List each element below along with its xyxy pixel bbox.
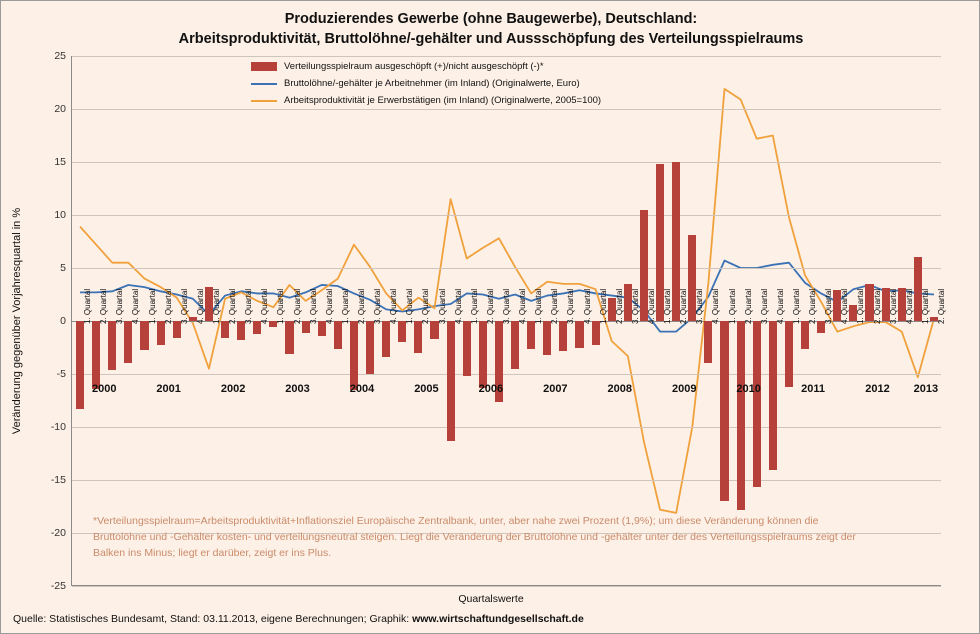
bar <box>575 321 583 348</box>
bar <box>366 321 374 374</box>
x-axis-quarter-label: 1. Quartal <box>211 288 221 324</box>
x-axis-quarter-label: 4. Quartal <box>324 288 334 324</box>
y-axis-tick: 5 <box>60 262 66 274</box>
bar <box>108 321 116 370</box>
x-axis-quarter-label: 3. Quartal <box>373 288 383 324</box>
x-axis-quarter-label: 3. Quartal <box>179 288 189 324</box>
legend-label: Bruttolöhne/-gehälter je Arbeitnehmer (im Inland) (Originalwerte, Euro) <box>284 78 580 89</box>
x-axis-year-label: 2005 <box>414 383 439 395</box>
x-axis-quarter-label: 4. Quartal <box>518 288 528 324</box>
x-axis-quarter-label: 4. Quartal <box>389 288 399 324</box>
bar <box>76 321 84 409</box>
bar <box>785 321 793 387</box>
legend-item <box>251 93 601 108</box>
x-axis-quarter-label: 2. Quartal <box>163 288 173 324</box>
x-axis-label: Quartalswerte <box>458 593 524 605</box>
bar <box>479 321 487 388</box>
x-axis-quarter-label: 1. Quartal <box>920 288 930 324</box>
x-axis-quarter-label: 1. Quartal <box>598 288 608 324</box>
bar <box>285 321 293 354</box>
bar <box>720 321 728 501</box>
x-axis-quarter-label: 3. Quartal <box>501 288 511 324</box>
x-axis-year-label: 2001 <box>156 383 181 395</box>
grid-line <box>72 427 941 428</box>
legend-swatch <box>251 62 277 71</box>
x-axis-quarter-label: 3. Quartal <box>437 288 447 324</box>
legend-item <box>251 59 601 74</box>
bar <box>463 321 471 376</box>
legend <box>251 59 601 110</box>
x-axis-quarter-label: 1. Quartal <box>340 288 350 324</box>
bar <box>447 321 455 441</box>
x-axis-quarter-label: 4. Quartal <box>195 288 205 324</box>
x-axis-quarter-label: 3. Quartal <box>759 288 769 324</box>
x-axis-quarter-label: 1. Quartal <box>469 288 479 324</box>
grid-line <box>72 215 941 216</box>
y-axis-label: Veränderung gegenüber Vorjahresquartal in % <box>11 207 23 435</box>
bar <box>382 321 390 357</box>
x-axis-quarter-label: 3. Quartal <box>888 288 898 324</box>
legend-label: Arbeitsproduktivität je Erwerbstätigen (im Inland) (Originalwerte, 2005=100) <box>284 95 602 106</box>
x-axis-quarter-label: 2. Quartal <box>485 288 495 324</box>
grid-line <box>72 56 941 57</box>
x-axis-quarter-label: 1. Quartal <box>727 288 737 324</box>
x-axis-year-label: 2004 <box>349 383 375 395</box>
x-axis-quarter-label: 3. Quartal <box>824 288 834 324</box>
bar <box>543 321 551 355</box>
x-axis-quarter-label: 4. Quartal <box>260 288 270 324</box>
x-axis-quarter-label: 2. Quartal <box>356 288 366 324</box>
source-text: Quelle: Statistisches Bundesamt, Stand: 03.11.2013, eigene Berechnungen; Graphik: <box>13 613 413 625</box>
plot-area <box>50 50 946 592</box>
x-axis-year-label: 2011 <box>801 383 826 395</box>
bar <box>592 321 600 345</box>
x-axis-quarter-label: 4. Quartal <box>840 288 850 324</box>
x-axis-quarter-label: 1. Quartal <box>147 288 157 324</box>
bar <box>334 321 342 349</box>
x-axis-quarter-label: 4. Quartal <box>904 288 914 324</box>
legend-line-swatch <box>251 100 277 102</box>
x-axis-quarter-label: 1. Quartal <box>856 288 866 324</box>
title-line-1: Produzierendes Gewerbe (ohne Baugewerbe), Deutschland: <box>284 11 698 27</box>
bar <box>737 321 745 510</box>
bar <box>398 321 406 342</box>
title-line-2: Arbeitsproduktivität, Bruttolöhne/-gehälter und Aussschöpfung des Verteilungsspielraums <box>178 31 804 47</box>
y-axis-tick: -20 <box>50 527 66 539</box>
x-axis-year-label: 2003 <box>285 383 310 395</box>
y-axis-tick: -5 <box>56 368 66 380</box>
x-axis-quarter-label: 4. Quartal <box>711 288 721 324</box>
bar <box>527 321 535 349</box>
legend-item <box>251 76 601 91</box>
x-axis-quarter-label: 4. Quartal <box>646 288 656 324</box>
footnote: *Verteilungsspielraum=Arbeitsproduktivität+Inflationsziel Europäische Zentralbank, unter, aber nahe zwei Prozent (1,9%); um diese Veränderung können die Bruttolöhne und -Gehälter kosten- und verteilungsneutral steigen. Liegt die Veränderung der Bruttolöhne und -gehälter unter der des Verteilungsspielraums zeigt der Balken ins Minus; liegt er darüber, zeigt er ins Plus. <box>93 515 856 559</box>
x-axis-year-label: 2006 <box>478 383 504 395</box>
x-axis-year-label: 2009 <box>671 383 697 395</box>
y-axis-tick: -15 <box>50 474 66 486</box>
bar <box>559 321 567 351</box>
x-axis-quarter-label: 1. Quartal <box>276 288 286 324</box>
y-axis-tick: 0 <box>60 315 66 327</box>
grid-line <box>72 586 941 587</box>
bar <box>92 321 100 389</box>
bar <box>157 321 165 345</box>
x-axis-year-label: 2012 <box>865 383 890 395</box>
bar <box>350 321 358 390</box>
x-axis-year-label: 2000 <box>91 383 117 395</box>
x-axis-quarter-label: 3. Quartal <box>244 288 254 324</box>
bar <box>140 321 148 350</box>
x-axis-quarter-label: 3. Quartal <box>695 288 705 324</box>
x-axis-quarter-label: 2. Quartal <box>421 288 431 324</box>
x-axis-quarter-label: 3. Quartal <box>308 288 318 324</box>
legend-label: Verteilungsspielraum ausgeschöpft (+)/nicht ausgeschöpft (-)* <box>284 61 544 72</box>
x-axis-quarter-label: 4. Quartal <box>453 288 463 324</box>
x-axis-quarter-label: 1. Quartal <box>83 288 93 324</box>
x-axis-quarter-label: 1. Quartal <box>534 288 544 324</box>
x-axis-quarter-label: 3. Quartal <box>566 288 576 324</box>
y-axis-tick: 20 <box>54 103 66 115</box>
x-axis-quarter-label: 2. Quartal <box>936 288 946 324</box>
x-axis-quarter-label: 2. Quartal <box>872 288 882 324</box>
x-axis-year-label: 2013 <box>913 383 939 395</box>
x-axis-year-label: 2010 <box>736 383 761 395</box>
y-axis-tick: 10 <box>54 209 66 221</box>
bar <box>511 321 519 369</box>
x-axis-quarter-label: 4. Quartal <box>775 288 785 324</box>
x-axis-year-label: 2002 <box>220 383 246 395</box>
bar <box>801 321 809 349</box>
x-axis-quarter-label: 1. Quartal <box>791 288 801 324</box>
source-link[interactable]: www.wirtschaftundgesellschaft.de <box>412 613 584 625</box>
source-note <box>13 613 584 625</box>
x-axis-quarter-label: 2. Quartal <box>808 288 818 324</box>
y-axis-tick: -25 <box>50 580 66 592</box>
x-axis-quarter-label: 4. Quartal <box>131 288 141 324</box>
y-axis-tick: -10 <box>50 421 66 433</box>
y-axis-tick: 25 <box>54 50 66 62</box>
x-axis-quarter-label: 1. Quartal <box>405 288 415 324</box>
x-axis-quarter-label: 2. Quartal <box>228 288 238 324</box>
page-title <box>1 9 980 49</box>
x-axis-year-label: 2008 <box>607 383 632 395</box>
x-axis-quarter-label: 2. Quartal <box>292 288 302 324</box>
x-axis-quarter-label: 2. Quartal <box>99 288 109 324</box>
bar <box>414 321 422 353</box>
grid-line <box>72 162 941 163</box>
bar <box>704 321 712 363</box>
x-axis-quarter-label: 3. Quartal <box>630 288 640 324</box>
legend-line-swatch <box>251 83 277 85</box>
x-axis-quarter-label: 2. Quartal <box>679 288 689 324</box>
x-axis-quarter-label: 2. Quartal <box>743 288 753 324</box>
x-axis-quarter-label: 1. Quartal <box>663 288 673 324</box>
bar <box>769 321 777 470</box>
grid-line <box>72 374 941 375</box>
x-axis-quarter-label: 3. Quartal <box>115 288 125 324</box>
grid-line <box>72 268 941 269</box>
bar <box>124 321 132 363</box>
x-axis-quarter-label: 2. Quartal <box>614 288 624 324</box>
grid-line <box>72 480 941 481</box>
bar <box>753 321 761 487</box>
x-axis-quarter-label: 4. Quartal <box>582 288 592 324</box>
y-axis-tick: 15 <box>54 156 66 168</box>
x-axis-year-label: 2007 <box>543 383 568 395</box>
x-axis-quarter-label: 2. Quartal <box>550 288 560 324</box>
